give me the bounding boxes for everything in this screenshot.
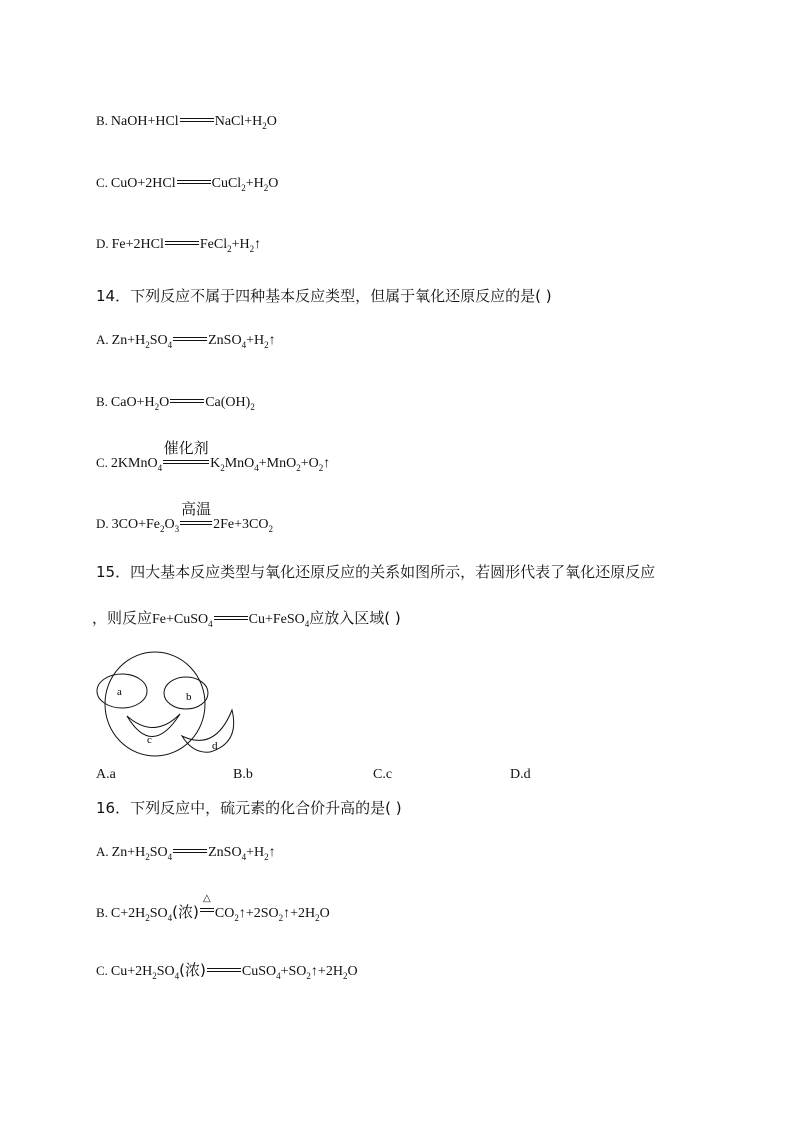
q14-option-b: B. $CaO+H_2O$ $Ca(OH)_2$ [96,394,255,412]
q13-option-c: C. CuO+2HCl $CuCl_2+H_2O$ [96,175,279,193]
heat-condition: △ [203,893,211,904]
q16-option-c: C. $Cu+2H_2SO_4$(浓) $CuSO_4+SO_2↑+2H_2O$ [96,961,358,981]
high-temp-condition: 高温 [181,500,212,518]
q15-stem-line1: 15．四大基本反应类型与氧化还原反应的关系如图所示，若圆形代表了氧化还原反应 [96,563,656,581]
q14-option-c: C. 2KMnO$_4$ 催化剂 $K_2MnO_4+MnO_2+O_2↑$ [96,439,331,473]
region-c-label: c [147,734,152,746]
q13-option-d: D. Fe+2HCl $FeCl_2+H_2↑$ [96,236,262,254]
q16-option-b: B. $C+2H_2SO_4$(浓) △ $CO_2↑+2SO_2↑+2H_2O$ [96,893,330,923]
region-d-label: d [212,740,218,752]
q15-option-a: A.a [96,767,116,782]
q14-option-a: A. $Zn+H_2SO_4$ $ZnSO_4+H_2↑$ [96,332,276,350]
q15-option-c: C.c [373,767,393,782]
region-b-label: b [186,691,192,703]
q13-option-b: B. NaOH+HCl $NaCl+H_2O$ [96,113,277,131]
reaction-type-diagram [90,648,250,760]
q16-stem: 16．下列反应中，硫元素的化合价升高的是( ) [96,799,402,817]
catalyst-condition: 催化剂 [163,439,209,457]
q15-option-d: D.d [510,767,531,782]
q15-stem-line2: ，则反应Fe+CuSO$_4$ Cu+FeSO$_4$应放入区域( ) [92,609,401,629]
q15-option-b: B.b [233,767,253,782]
q14-option-d: D. $3CO+Fe_2O_3$ 高温 $2Fe+3CO_2$ [96,500,273,534]
q14-stem: 14．下列反应不属于四种基本反应类型，但属于氧化还原反应的是( ) [96,287,552,305]
region-a-label: a [117,686,122,698]
q16-option-a: A. $Zn+H_2SO_4$ $ZnSO_4+H_2↑$ [96,844,276,862]
